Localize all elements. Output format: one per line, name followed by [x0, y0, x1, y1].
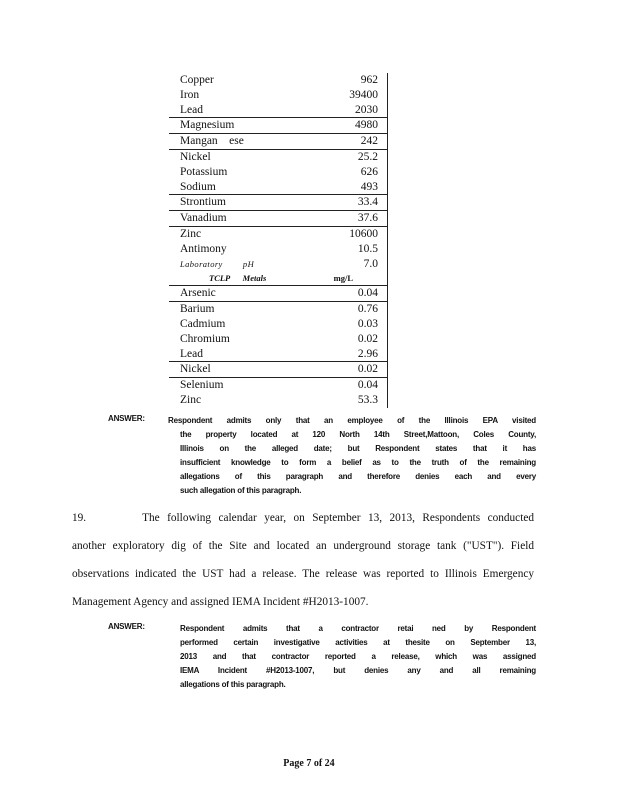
analyte-name: Lead — [180, 103, 203, 116]
table-row — [169, 195, 387, 211]
analyte-value: 0.04 — [357, 287, 378, 300]
answer-line: 2013 and that contractor reported a release, which was assigned — [180, 652, 536, 661]
analyte-value: 25.2 — [357, 150, 378, 163]
analyte-value: 53.3 — [357, 393, 378, 406]
answer-label: ANSWER: — [108, 622, 145, 631]
analyte-name: Antimony — [180, 242, 227, 255]
tclp-header-label: TCLP Metals — [209, 273, 267, 284]
analyte-name: Magnesium — [180, 119, 235, 132]
answer-label: ANSWER: — [108, 414, 145, 423]
analyte-value: 2030 — [355, 103, 378, 116]
analyte-name: Barium — [180, 303, 215, 316]
paragraph-line-text: The following calendar year, on September 13, 2013, Respondents conducted — [142, 512, 534, 524]
answer-line: performed certain investigative activities at thesite on September 13, — [180, 638, 536, 647]
page-number-footer: Page 7 of 24 — [283, 758, 335, 769]
analyte-name: Lead — [180, 347, 203, 360]
analyte-name: Strontium — [180, 196, 227, 209]
answer-line: Respondent admits only that an employee of the Illinois EPA visited — [168, 416, 536, 425]
analyte-name: Cadmium — [180, 317, 226, 330]
paragraph-line — [72, 511, 534, 538]
analyte-name: Potassium — [180, 165, 228, 178]
analyte-name: Selenium — [180, 379, 224, 392]
analyte-name: Sodium — [180, 180, 216, 193]
analyte-name: Nickel — [180, 150, 211, 163]
analyte-name: Laboratory pH — [180, 258, 255, 269]
analyte-value: 962 — [360, 74, 378, 86]
paragraph-line: another exploratory dig of the Site and located an underground storage tank ("UST"). Field — [72, 540, 534, 552]
analyte-value: 7.0 — [363, 257, 378, 270]
tclp-header-row — [169, 271, 387, 286]
table-row — [169, 103, 387, 119]
answer-line: insufficient knowledge to form a belief as to the truth of the remaining — [180, 458, 536, 467]
table-row — [169, 257, 387, 272]
table-row — [169, 227, 387, 242]
analyte-value: 2.96 — [357, 347, 378, 360]
paragraph-line: observations indicated the UST had a release. The release was reported to Illinois Emergency — [72, 568, 534, 580]
table-row — [169, 302, 387, 317]
analyte-name: Chromium — [180, 332, 230, 345]
tclp-header-unit: mg/L — [333, 273, 353, 284]
answer-line: IEMA Incident #H2013-1007, but denies any and all remaining — [180, 666, 536, 675]
table-row — [169, 150, 387, 165]
analyte-name: Iron — [180, 88, 200, 101]
analyte-name: Zinc — [180, 227, 202, 240]
paragraph-number: 19. — [72, 512, 87, 524]
table-row — [169, 347, 387, 363]
analyte-value: 0.04 — [357, 379, 378, 392]
analyte-value: 39400 — [349, 88, 378, 101]
table-row — [169, 378, 387, 393]
analyte-name: Copper — [180, 74, 214, 86]
answer-line: such allegation of this paragraph. — [180, 486, 302, 495]
answer-line: allegations of this paragraph. — [180, 680, 286, 689]
analyte-name: Nickel — [180, 363, 211, 376]
table-row — [169, 242, 387, 257]
analyte-value: 242 — [360, 135, 378, 148]
analyte-value: 0.02 — [357, 332, 378, 345]
paragraph-line: Management Agency and assigned IEMA Incident #H2013-1007. — [72, 596, 369, 608]
table-row — [169, 317, 387, 332]
analyte-value: 10.5 — [357, 242, 378, 255]
answer-line: Illinois on the alleged date; but Respondent states that it has — [180, 444, 536, 453]
analyte-value: 37.6 — [357, 212, 378, 225]
answer-line: allegations of this paragraph and therefore denies each and every — [180, 472, 536, 481]
analyte-name: Mangan ese — [180, 135, 244, 148]
analyte-value: 33.4 — [357, 196, 378, 209]
table-row — [169, 118, 387, 134]
table-row — [169, 362, 387, 378]
analyte-value: 626 — [360, 165, 378, 178]
answer-line: Respondent admits that a contractor retai ned by Respondent — [180, 624, 536, 633]
table-row — [169, 393, 387, 408]
table-row — [169, 134, 387, 150]
analyte-value: 4980 — [355, 119, 378, 132]
table-row — [169, 88, 387, 103]
analyte-value: 0.76 — [357, 303, 378, 316]
table-row — [169, 286, 387, 302]
table-row — [169, 165, 387, 180]
analyte-value: 0.03 — [357, 317, 378, 330]
table-row — [169, 180, 387, 196]
analytical-results-table — [169, 73, 388, 408]
analyte-name: Vanadium — [180, 212, 227, 225]
analyte-name: Arsenic — [180, 287, 216, 300]
analyte-value: 493 — [360, 180, 378, 193]
table-row — [169, 73, 387, 88]
analyte-name: Zinc — [180, 393, 202, 406]
table-row — [169, 211, 387, 227]
analyte-value: 10600 — [349, 227, 378, 240]
analyte-value: 0.02 — [357, 363, 378, 376]
table-row — [169, 332, 387, 347]
answer-line: the property located at 120 North 14th Street,Mattoon, Coles County, — [180, 430, 536, 439]
